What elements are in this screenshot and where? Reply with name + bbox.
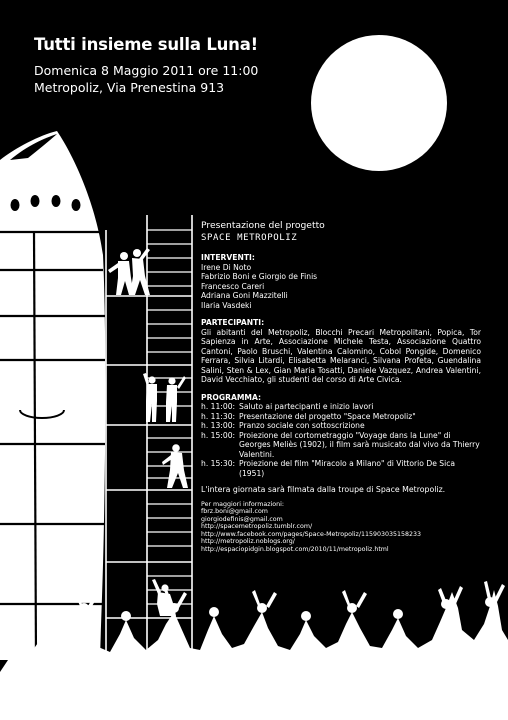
contact-link[interactable]: http://www.facebook.com/pages/Space-Metropoliz/115903035158233 xyxy=(201,530,422,538)
program-item xyxy=(201,402,481,412)
program-item xyxy=(201,459,481,478)
speaker-name: Fabrizio Boni e Giorgio de Finis xyxy=(201,272,318,281)
speaker-name: Francesco Careri xyxy=(201,281,265,291)
program-item xyxy=(201,431,481,460)
contact-email[interactable]: giorgiodefinis@gmail.com xyxy=(201,515,283,523)
programma-heading: PROGRAMMA: xyxy=(201,392,261,402)
moon-icon xyxy=(311,35,447,171)
program-item xyxy=(201,421,481,431)
program-time: h. 15:30: xyxy=(201,459,236,468)
program-desc: Proiezione del film "Miracolo a Milano" di Vittorio De Sica (1951) xyxy=(239,459,456,478)
speaker-name: Ilaria Vasdeki xyxy=(201,300,252,310)
presentation-title: Presentazione del progetto xyxy=(201,220,325,231)
program-time: h. 15:00: xyxy=(201,430,236,440)
contact-link[interactable]: http://metropoliz.noblogs.org/ xyxy=(201,538,295,546)
program-item xyxy=(201,412,481,422)
event-title: Tutti insieme sulla Luna! xyxy=(34,35,258,54)
contacts-block xyxy=(201,501,481,554)
program-desc: Proiezione del cortometraggio "Voyage dans la Lune" di Georges Meliès (1902), il film sarà musicato dal vivo da Thierry Valentini. xyxy=(239,430,480,459)
program-time: h. 11:00: xyxy=(201,402,236,411)
program-text-block xyxy=(201,220,481,554)
contact-link[interactable]: http://spacemetropoliz.tumblr.com/ xyxy=(201,523,313,531)
project-name: SPACE METROPOLIZ xyxy=(201,233,298,243)
speaker-name: Adriana Goni Mazzitelli xyxy=(201,291,288,300)
event-location: Metropoliz, Via Prenestina 913 xyxy=(34,80,225,95)
program-desc: Saluto ai partecipanti e inizio lavori xyxy=(239,402,374,411)
program-time: h. 13:00: xyxy=(201,421,236,430)
interventi-list xyxy=(201,263,481,311)
speaker-name: Irene Di Noto xyxy=(201,262,252,272)
rocket-icon xyxy=(0,131,105,660)
contact-link[interactable]: http://espaciopidgin.blogspot.com/2010/11/metropoliz.html xyxy=(201,546,389,554)
filming-note: L'intera giornata sarà filmata dalla troupe di Space Metropoliz. xyxy=(201,485,446,494)
partecipanti-heading: PARTECIPANTI: xyxy=(201,318,265,327)
program-desc: Presentazione del progetto "Space Metropoliz" xyxy=(239,411,416,421)
program-time: h. 11:30: xyxy=(201,411,236,421)
program-desc: Pranzo sociale con sottoscrizione xyxy=(239,421,365,430)
contact-email[interactable]: fbrz.boni@gmail.com xyxy=(201,508,268,516)
programma-list xyxy=(201,402,481,478)
event-date: Domenica 8 Maggio 2011 ore 11:00 xyxy=(34,63,259,78)
interventi-heading: INTERVENTI: xyxy=(201,253,255,262)
contacts-heading: Per maggiori informazioni: xyxy=(201,500,285,508)
partecipanti-text: Gli abitanti del Metropoliz, Blocchi Precari Metropolitani, Popica, Tor Sapienza in Arte, Associazione Michele Testa, Associazione Quattro Cantoni, Paolo Bruschi, Valentina Calomino, Cobol Pongide, Domenico Ferrara, Silvia Litardi, Elisabetta Melaranci, Silvana Profeta, Guendalina Salini, Sten & Lex, Gian Maria Tosatti, Daniele Vazquez, Andrea Valentini, David Vecchiato, gli studenti del corso di Arte Civica. xyxy=(201,327,481,384)
